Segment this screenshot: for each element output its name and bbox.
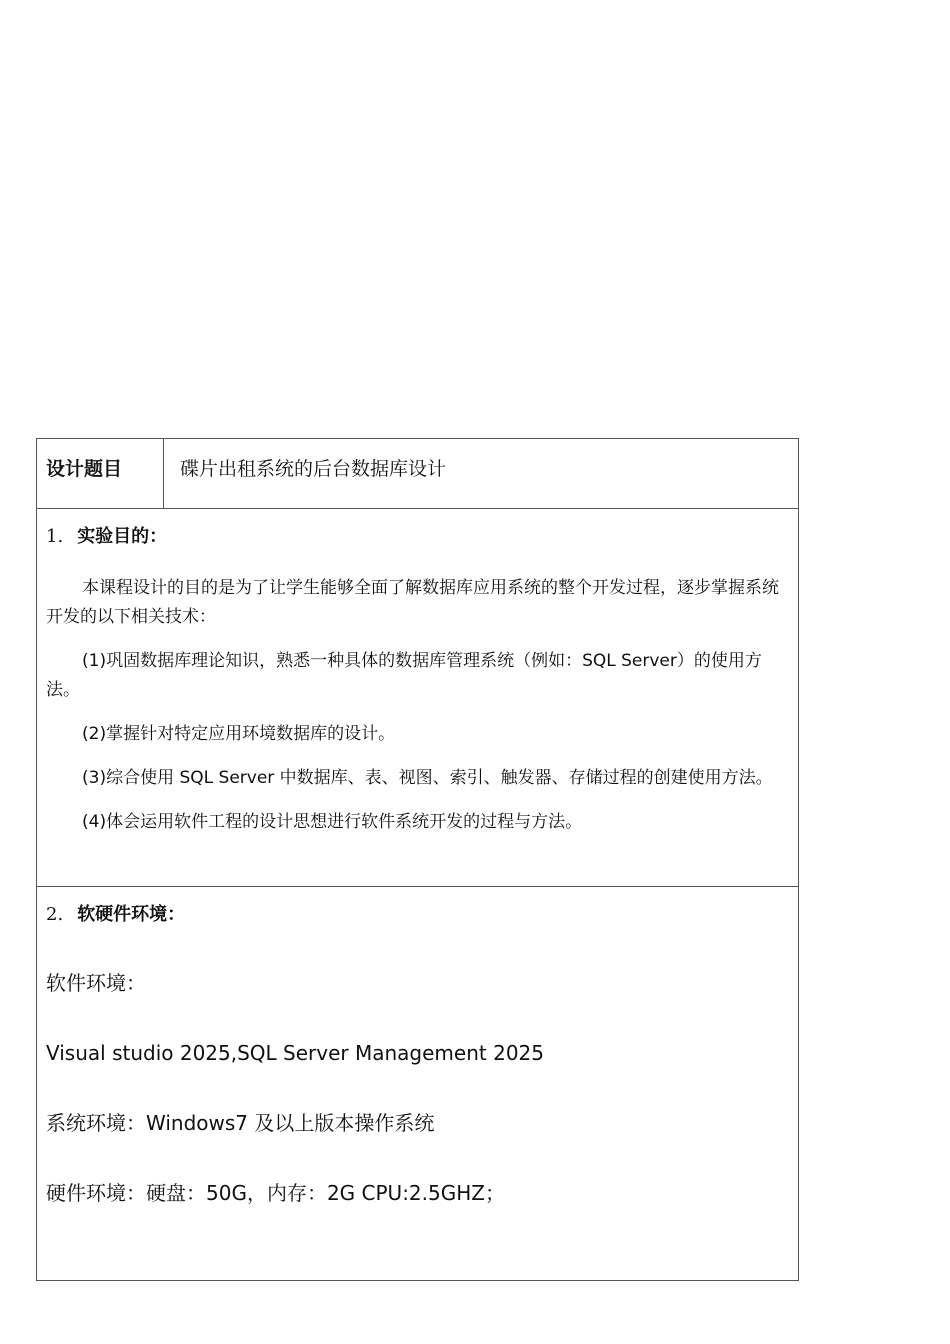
title-value: 碟片出租系统的后台数据库设计 bbox=[180, 458, 447, 480]
purpose-paragraph: 本课程设计的目的是为了让学生能够全面了解数据库应用系统的整个开发过程，逐步掌握系统开发的以下相关技术： bbox=[46, 578, 779, 627]
software-env-value: Visual studio 2025,SQL Server Management 2025 bbox=[46, 1041, 544, 1065]
purpose-section bbox=[37, 509, 798, 887]
purpose-number: 1. bbox=[46, 526, 64, 547]
purpose-item-4: (4)体会运用软件工程的设计思想进行软件系统开发的过程与方法。 bbox=[82, 812, 583, 832]
purpose-item-3: (3)综合使用 SQL Server 中数据库、表、视图、索引、触发器、存储过程的创建使用方法。 bbox=[82, 768, 773, 788]
environment-heading-text: 软硬件环境： bbox=[77, 904, 186, 925]
environment-number: 2. bbox=[46, 904, 64, 925]
purpose-item-1: (1)巩固数据库理论知识，熟悉一种具体的数据库管理系统（例如：SQL Server）的使用方法。 bbox=[46, 651, 762, 700]
environment-heading bbox=[46, 900, 790, 926]
system-env: 系统环境：Windows7 及以上版本操作系统 bbox=[46, 1111, 435, 1135]
environment-section bbox=[37, 887, 798, 1280]
document-table bbox=[36, 438, 799, 1281]
purpose-heading bbox=[46, 522, 790, 548]
purpose-item-2: (2)掌握针对特定应用环境数据库的设计。 bbox=[82, 724, 396, 744]
hardware-env: 硬件环境：硬盘：50G，内存：2G CPU:2.5GHZ； bbox=[46, 1181, 505, 1205]
software-env-label: 软件环境： bbox=[46, 971, 146, 995]
title-row bbox=[37, 439, 798, 509]
purpose-heading-text: 实验目的： bbox=[77, 526, 168, 547]
title-label: 设计题目 bbox=[37, 439, 164, 508]
